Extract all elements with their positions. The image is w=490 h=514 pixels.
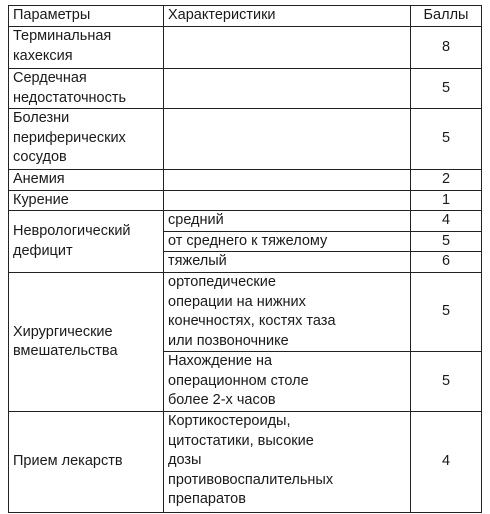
- char-cell: Нахождение на операционном столе более 2-х часов: [164, 352, 411, 412]
- char-cell: [164, 170, 411, 191]
- score-cell: 4: [411, 412, 482, 513]
- score-cell: 5: [411, 273, 482, 352]
- table-row: [9, 27, 482, 69]
- char-cell: [164, 69, 411, 109]
- param-cell: Терминальная кахексия: [9, 27, 164, 69]
- header-parameters: Параметры: [9, 6, 164, 27]
- table-row: [9, 412, 482, 513]
- char-cell: ортопедические операции на нижних конечностях, костях таза или позвоночнике: [164, 273, 411, 352]
- score-cell: 5: [411, 352, 482, 412]
- table-row: [9, 109, 482, 170]
- param-cell-surgery: Хирургические вмешательства: [9, 273, 164, 412]
- table-row: [9, 211, 482, 232]
- risk-score-table: [8, 5, 482, 513]
- score-cell: 5: [411, 69, 482, 109]
- param-cell-drugs: Прием лекарств: [9, 412, 164, 513]
- char-cell: тяжелый: [164, 252, 411, 273]
- table-row: [9, 170, 482, 191]
- score-cell: 1: [411, 190, 482, 211]
- table-row: [9, 190, 482, 211]
- char-cell: Кортикостероиды, цитостатики, высокие дозы противовоспалительных препаратов: [164, 412, 411, 513]
- table-row: [9, 273, 482, 352]
- header-score: Баллы: [411, 6, 482, 27]
- char-cell: средний: [164, 211, 411, 232]
- score-cell: 4: [411, 211, 482, 232]
- char-cell: [164, 190, 411, 211]
- param-cell-neuro: Неврологический дефицит: [9, 211, 164, 273]
- param-cell: Сердечная недостаточность: [9, 69, 164, 109]
- param-cell: Курение: [9, 190, 164, 211]
- param-cell: Болезни периферических сосудов: [9, 109, 164, 170]
- char-cell: от среднего к тяжелому: [164, 231, 411, 252]
- score-cell: 8: [411, 27, 482, 69]
- char-cell: [164, 109, 411, 170]
- char-cell: [164, 27, 411, 69]
- score-cell: 6: [411, 252, 482, 273]
- score-cell: 5: [411, 231, 482, 252]
- score-cell: 2: [411, 170, 482, 191]
- table-row: [9, 69, 482, 109]
- header-row: [9, 6, 482, 27]
- score-cell: 5: [411, 109, 482, 170]
- header-characteristics: Характеристики: [164, 6, 411, 27]
- param-cell: Анемия: [9, 170, 164, 191]
